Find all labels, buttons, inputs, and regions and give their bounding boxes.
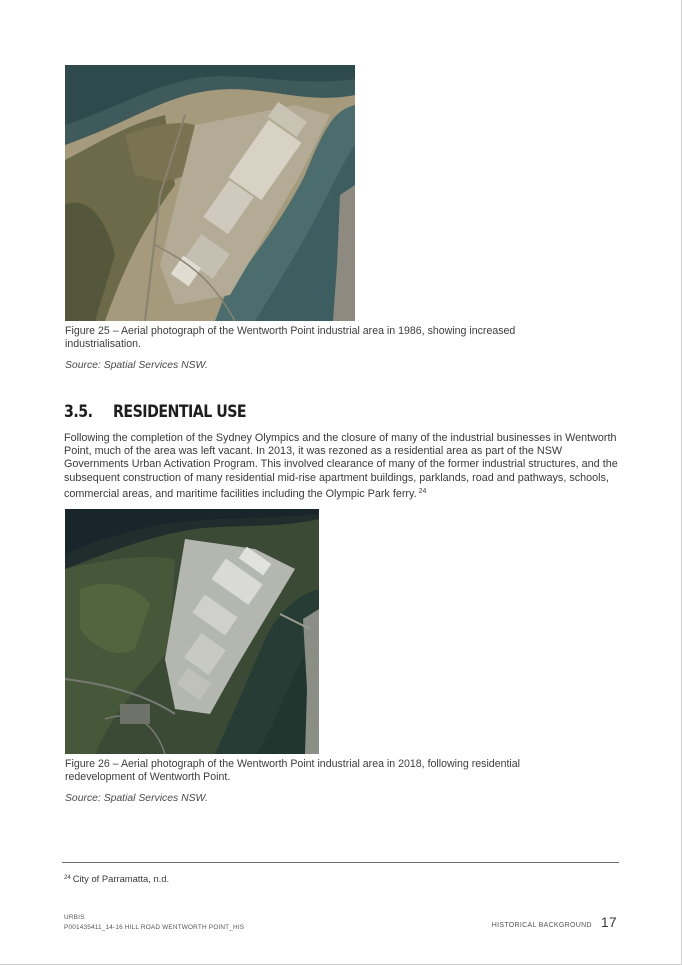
figure-25-aerial-photo [65,65,355,321]
section-heading [64,402,246,421]
footnote [64,873,169,884]
footer-right [492,914,617,930]
figure-26-caption: Figure 26 – Aerial photograph of the Wentworth Point industrial area in 2018, following residential redevelopment of Wentworth Point. [65,758,521,783]
footnote-divider [62,862,619,863]
section-paragraph [64,432,620,501]
footer-section-label: HISTORICAL BACKGROUND [491,922,592,929]
footnote-number: 24 [64,875,71,881]
figure-25-caption: Figure 25 – Aerial photograph of the Wentworth Point industrial area in 1986, showing increased industrialisation. [65,325,516,350]
footer-doc-ref: P001435411_14-16 HILL ROAD WENTWORTH POINT_HIS [64,924,245,931]
footer-company: URBIS [64,914,85,921]
figure-26-source: Source: Spatial Services NSW. [65,793,208,804]
footnote-reference[interactable]: 24 [418,487,427,495]
section-title: RESIDENTIAL USE [113,402,247,421]
figure-26-aerial-photo [65,509,319,754]
figure-25-source: Source: Spatial Services NSW. [65,360,208,371]
footer-left [64,913,244,933]
section-number: 3.5. [64,402,93,421]
paragraph-text: Following the completion of the Sydney Olympics and the closure of many of the industrial businesses in Wentworth Point, much of the area was left vacant. In 2013, it was rezoned as a residential area as part of the NSW Governments Urban Activation Program. This involved clearance of many of the former industrial structures, and the subsequent construction of many residential mid-rise apartment buildings, parklands, road and pathways, schools, commercial areas, and maritime facilities including the Olympic Park ferry. [64,432,618,500]
footnote-text: City of Parramatta, n.d. [72,873,170,884]
page-number: 17 [600,914,617,930]
